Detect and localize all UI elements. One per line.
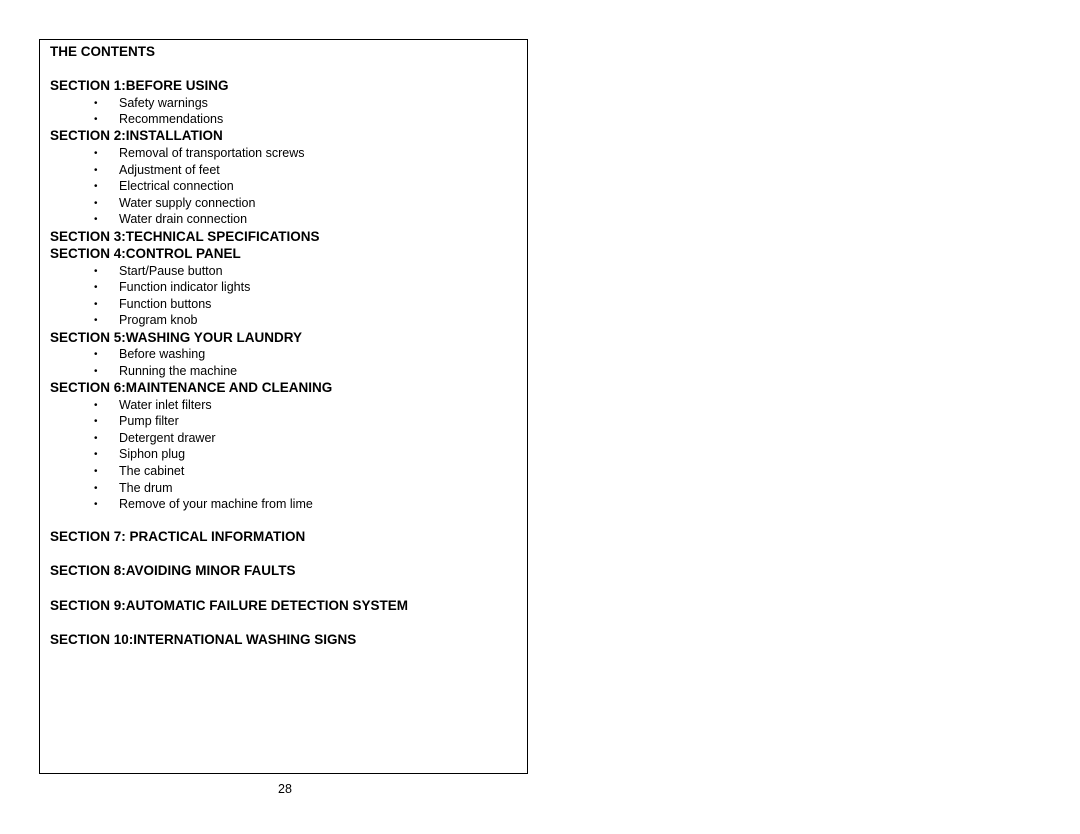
page-number: 28 bbox=[278, 782, 292, 796]
bullet-icon: • bbox=[94, 181, 98, 192]
list-item: • Function buttons bbox=[94, 297, 212, 311]
list-item: • Remove of your machine from lime bbox=[94, 497, 313, 511]
contents-title: THE CONTENTS bbox=[50, 44, 156, 59]
section-1-heading: SECTION 1:BEFORE USING bbox=[50, 78, 229, 93]
list-item: • Start/Pause button bbox=[94, 264, 223, 278]
bullet-icon: • bbox=[94, 499, 98, 510]
bullet-icon: • bbox=[94, 148, 98, 159]
bullet-icon: • bbox=[94, 483, 98, 494]
section-5-heading: SECTION 5:WASHING YOUR LAUNDRY bbox=[50, 330, 303, 345]
list-item: • Siphon plug bbox=[94, 447, 186, 461]
section-7-heading: SECTION 7: PRACTICAL INFORMATION bbox=[50, 529, 306, 544]
list-item: • Detergent drawer bbox=[94, 431, 216, 445]
list-item: • The cabinet bbox=[94, 464, 185, 478]
section-9-heading: SECTION 9:AUTOMATIC FAILURE DETECTION SYSTEM bbox=[50, 598, 409, 613]
bullet-icon: • bbox=[94, 266, 98, 277]
list-item: • Water drain connection bbox=[94, 212, 248, 226]
bullet-icon: • bbox=[94, 299, 98, 310]
bullet-icon: • bbox=[94, 433, 98, 444]
list-item: • Electrical connection bbox=[94, 179, 234, 193]
list-item: • Function indicator lights bbox=[94, 280, 251, 294]
bullet-icon: • bbox=[94, 114, 98, 125]
section-3-heading: SECTION 3:TECHNICAL SPECIFICATIONS bbox=[50, 229, 320, 244]
section-6-heading: SECTION 6:MAINTENANCE AND CLEANING bbox=[50, 380, 333, 395]
list-item: • Running the machine bbox=[94, 364, 238, 378]
bullet-icon: • bbox=[94, 315, 98, 326]
list-item: • The drum bbox=[94, 481, 173, 495]
bullet-icon: • bbox=[94, 449, 98, 460]
list-item: • Recommendations bbox=[94, 112, 224, 126]
section-10-heading: SECTION 10:INTERNATIONAL WASHING SIGNS bbox=[50, 632, 357, 647]
bullet-icon: • bbox=[94, 416, 98, 427]
bullet-icon: • bbox=[94, 349, 98, 360]
bullet-icon: • bbox=[94, 400, 98, 411]
bullet-icon: • bbox=[94, 466, 98, 477]
bullet-icon: • bbox=[94, 214, 98, 225]
list-item: • Water inlet filters bbox=[94, 398, 212, 412]
section-2-heading: SECTION 2:INSTALLATION bbox=[50, 128, 223, 143]
list-item: • Program knob bbox=[94, 313, 198, 327]
list-item: • Safety warnings bbox=[94, 96, 208, 110]
section-4-heading: SECTION 4:CONTROL PANEL bbox=[50, 246, 241, 261]
section-8-heading: SECTION 8:AVOIDING MINOR FAULTS bbox=[50, 563, 296, 578]
bullet-icon: • bbox=[94, 282, 98, 293]
list-item: • Before washing bbox=[94, 347, 206, 361]
list-item: • Removal of transportation screws bbox=[94, 146, 305, 160]
list-item: • Pump filter bbox=[94, 414, 179, 428]
bullet-icon: • bbox=[94, 198, 98, 209]
bullet-icon: • bbox=[94, 165, 98, 176]
bullet-icon: • bbox=[94, 366, 98, 377]
list-item: • Adjustment of feet bbox=[94, 163, 220, 177]
list-item: • Water supply connection bbox=[94, 196, 256, 210]
bullet-icon: • bbox=[94, 98, 98, 109]
